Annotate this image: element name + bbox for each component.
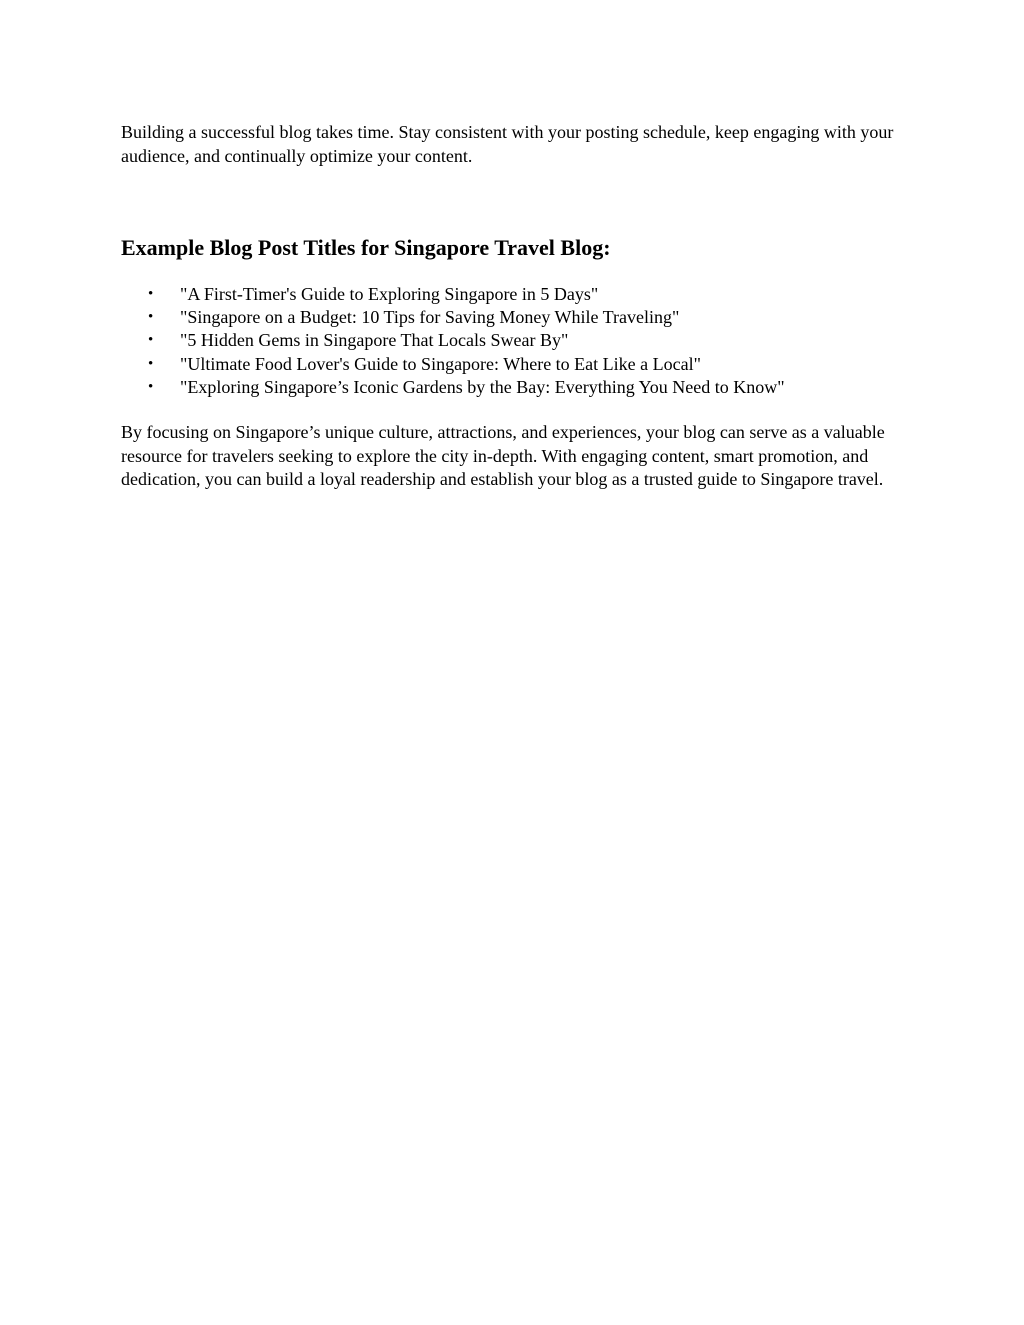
list-item-text: "5 Hidden Gems in Singapore That Locals Swear By"	[180, 330, 569, 351]
bullet-icon: •	[148, 355, 154, 372]
list-item-text: "A First-Timer's Guide to Exploring Singapore in 5 Days"	[180, 284, 599, 304]
bullet-icon: •	[148, 309, 154, 326]
list-item	[121, 376, 911, 399]
list-item	[121, 353, 911, 376]
intro-paragraph: Building a successful blog takes time. Stay consistent with your posting schedule, keep engaging with your audience, and continually optimize your content.	[121, 122, 894, 166]
list-item	[121, 283, 911, 306]
list-item	[121, 306, 911, 329]
list-item-text: "Ultimate Food Lover's Guide to Singapore: Where to Eat Like a Local"	[180, 353, 701, 374]
blog-title-list	[121, 283, 911, 399]
bullet-icon: •	[148, 378, 154, 395]
bullet-icon: •	[148, 332, 154, 349]
bullet-icon: •	[148, 286, 154, 302]
list-item	[121, 329, 911, 352]
list-item-text: "Singapore on a Budget: 10 Tips for Saving Money While Traveling"	[180, 307, 680, 328]
section-heading: Example Blog Post Titles for Singapore Travel Blog:	[121, 235, 611, 260]
document-page	[121, 121, 911, 489]
closing-paragraph: By focusing on Singapore’s unique culture, attractions, and experiences, your blog can serve as a valuable resource for travelers seeking to explore the city in-depth. With engaging content, smart promotion, and dedication, you can build a loyal readership and establish your blog as a trusted guide to Singapore travel.	[121, 422, 885, 489]
list-item-text: "Exploring Singapore’s Iconic Gardens by the Bay: Everything You Need to Know"	[180, 376, 785, 397]
